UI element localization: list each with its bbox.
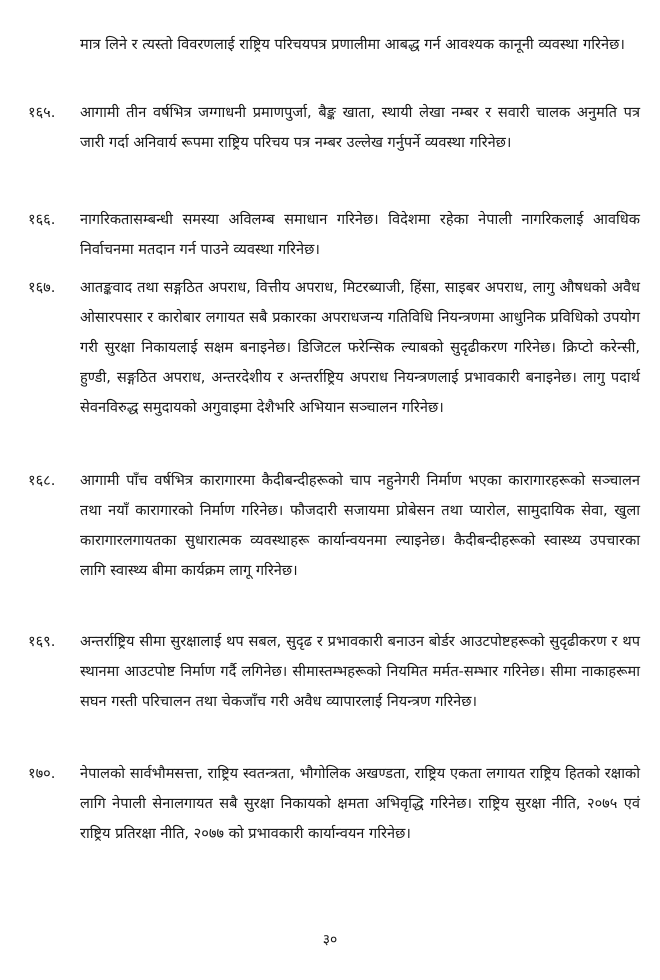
- item-number: १६८.: [28, 472, 56, 489]
- page-number: ३०: [322, 932, 338, 948]
- list-item-166: [28, 205, 640, 265]
- item-text: आगामी पाँच वर्षभित्र कारागारमा कैदीबन्दीहरूको चाप नहुनेगरी निर्माण भएका कारागारहरूको सञ्चालन तथा नयाँ कारागारको निर्माण गरिनेछ। फौजदारी सजायमा प्रोबेसन तथा प्यारोल, सामुदायिक सेवा, खुला कारागारलगायतका सुधारात्मक व्यवस्थाहरू कार्यान्वयनमा ल्याइनेछ। कैदीबन्दीहरूको स्वास्थ्य उपचारका लागि स्वास्थ्य बीमा कार्यक्रम लागू गरिनेछ।: [80, 472, 640, 579]
- item-text: नागरिकतासम्बन्धी समस्या अविलम्ब समाधान गरिनेछ। विदेशमा रहेका नेपाली नागरिकलाई आवधिक निर्वाचनमा मतदान गर्न पाउने व्यवस्था गरिनेछ।: [80, 211, 640, 258]
- item-number: १७०.: [28, 765, 56, 782]
- list-item-168: [28, 466, 640, 586]
- item-text: आगामी तीन वर्षभित्र जग्गाधनी प्रमाणपुर्जा, बैङ्क खाता, स्थायी लेखा नम्बर र सवारी चालक अनुमति पत्र जारी गर्दा अनिवार्य रूपमा राष्ट्रिय परिचय पत्र नम्बर उल्लेख गर्नुपर्ने व्यवस्था गरिनेछ।: [80, 104, 640, 151]
- item-number: १६५.: [28, 104, 56, 121]
- list-item-169: [28, 627, 640, 717]
- item-number: १६६.: [28, 211, 56, 228]
- list-item-170: [28, 759, 640, 849]
- item-text: नेपालको सार्वभौमसत्ता, राष्ट्रिय स्वतन्त्रता, भौगोलिक अखण्डता, राष्ट्रिय एकता लगायत राष्ट्रिय हितको रक्षाको लागि नेपाली सेनालगायत सबै सुरक्षा निकायको क्षमता अभिवृद्धि गरिनेछ। राष्ट्रिय सुरक्षा नीति, २०७५ एवं राष्ट्रिय प्रतिरक्षा नीति, २०७७ को प्रभावकारी कार्यान्वयन गरिनेछ।: [80, 765, 640, 842]
- item-text: आतङ्कवाद तथा सङ्गठित अपराध, वित्तीय अपराध, मिटरब्याजी, हिंसा, साइबर अपराध, लागु औषधको अवैध ओसारपसार र कारोबार लगायत सबै प्रकारका अपराधजन्य गतिविधि नियन्त्रणमा आधुनिक प्रविधिको उपयोग गरी सुरक्षा निकायलाई सक्षम बनाइनेछ। डिजिटल फरेन्सिक ल्याबको सुदृढीकरण गरिनेछ। क्रिप्टो करेन्सी, हुण्डी, सङ्गठित अपराध, अन्तरदेशीय र अन्तर्राष्ट्रिय अपराध नियन्त्रणलाई प्रभावकारी बनाइनेछ। लागु पदार्थ सेवनविरुद्ध समुदायको अगुवाइमा देशैभरि अभियान सञ्चालन गरिनेछ।: [80, 279, 640, 416]
- item-text: अन्तर्राष्ट्रिय सीमा सुरक्षालाई थप सबल, सुदृढ र प्रभावकारी बनाउन बोर्डर आउटपोष्टहरूको सुदृढीकरण र थप स्थानमा आउटपोष्ट निर्माण गर्दै लगिनेछ। सीमास्तम्भहरूको नियमित मर्मत-सम्भार गरिनेछ। सीमा नाकाहरूमा सघन गस्ती परिचालन तथा चेकजाँच गरी अवैध व्यापारलाई नियन्त्रण गरिनेछ।: [80, 633, 640, 710]
- item-number: १६९.: [28, 633, 56, 650]
- continuation-paragraph: मात्र लिने र त्यस्तो विवरणलाई राष्ट्रिय परिचयपत्र प्रणालीमा आबद्ध गर्न आवश्यक कानूनी व्यवस्था गरिनेछ।: [80, 36, 625, 53]
- list-item-165: [28, 98, 640, 158]
- item-number: १६७.: [28, 279, 56, 296]
- list-item-167: [28, 273, 640, 423]
